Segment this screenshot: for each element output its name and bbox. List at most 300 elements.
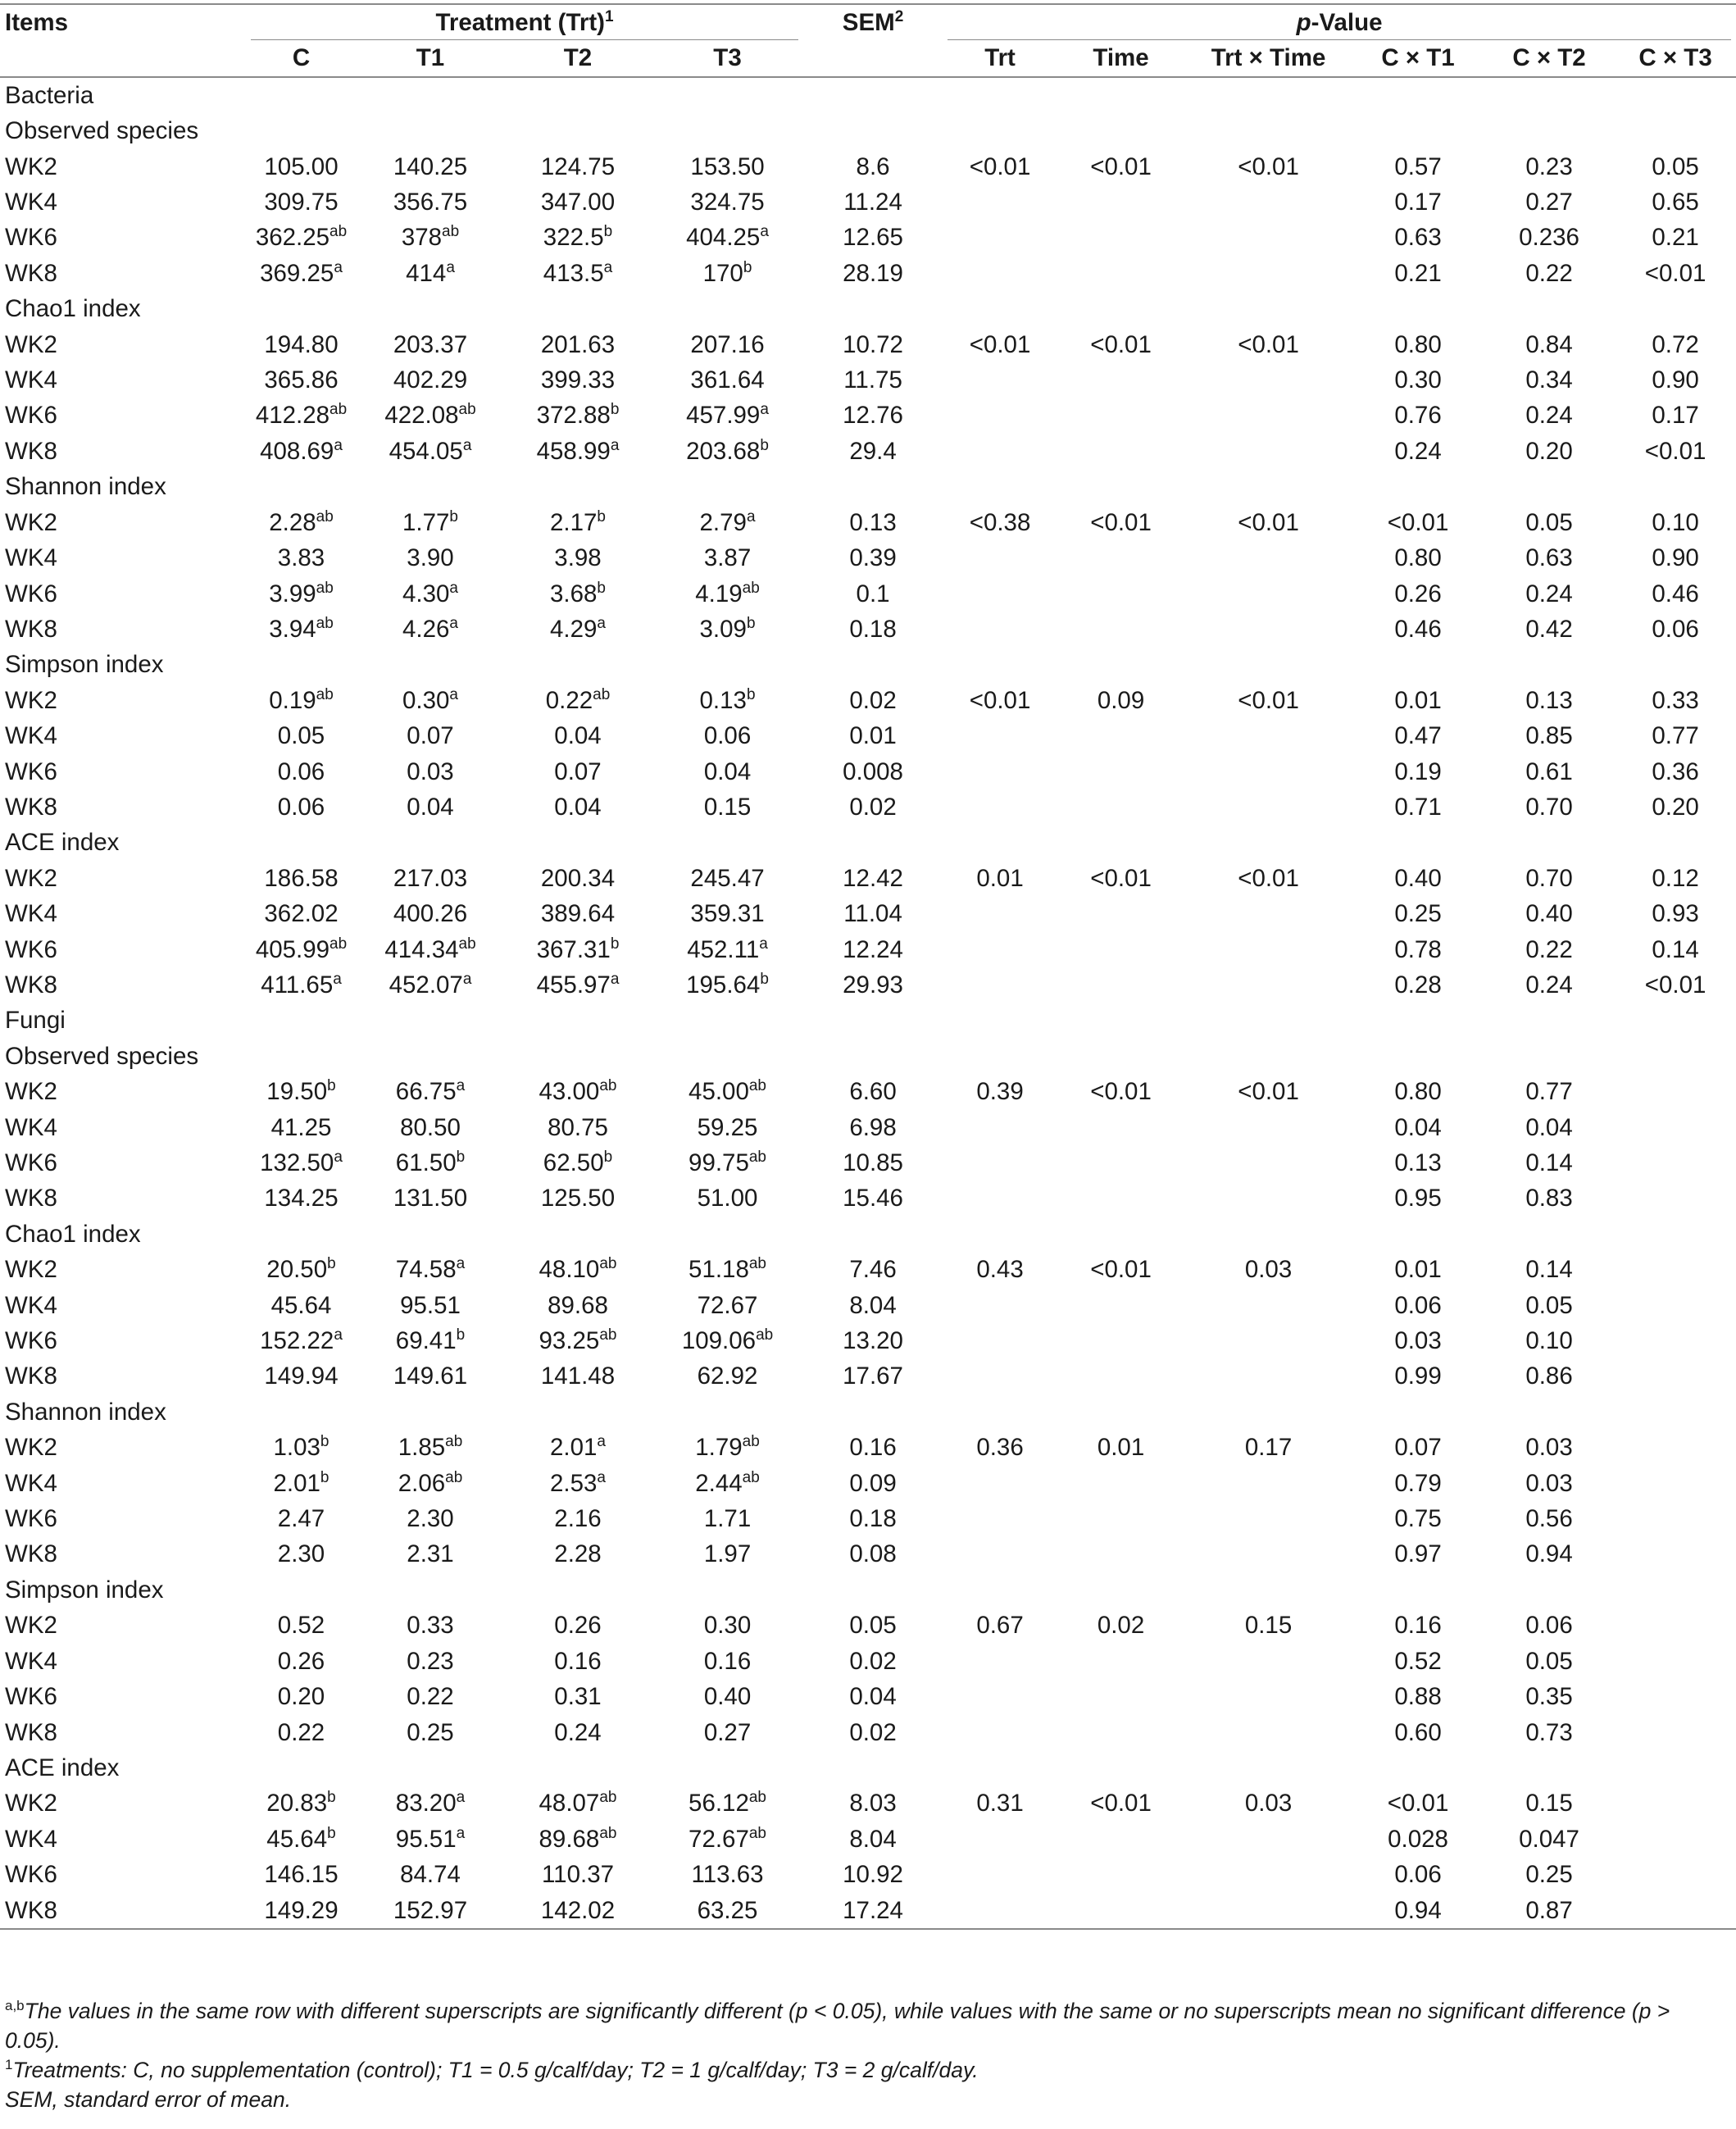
- treatment-value-cell: 400.26: [393, 900, 468, 928]
- treatment-value-cell: 203.37: [393, 330, 468, 358]
- treatment-value-cell: 0.31: [554, 1683, 602, 1711]
- treatment-value-cell: 0.27: [703, 1718, 752, 1746]
- treatment-value-cell: 149.94: [264, 1362, 339, 1390]
- treatment-value-cell: 207.16: [690, 330, 765, 358]
- pvalue-cell: 0.99: [1394, 1362, 1442, 1390]
- pvalue-cell: 0.90: [1652, 544, 1699, 572]
- sem-value-cell: 17.67: [843, 1362, 903, 1390]
- table-row: [0, 1536, 1736, 1572]
- pvalue-cell: <0.01: [1238, 686, 1299, 714]
- treatment-value-cell: 413.5$^a$: [543, 258, 613, 287]
- sem-value-cell: 6.60: [849, 1078, 897, 1106]
- pvalue-cell: 0.22: [1525, 259, 1573, 287]
- table-row: [0, 220, 1736, 255]
- pvalue-cell: 0.46: [1394, 615, 1442, 643]
- table-row: [0, 1786, 1736, 1821]
- table-row: [0, 612, 1736, 647]
- pvalue-cell: [1615, 1644, 1736, 1679]
- pvalue-cell: 0.10: [1525, 1327, 1573, 1355]
- group-label: ACE index: [5, 1754, 120, 1781]
- treatment-value-cell: 66.75$^a$: [395, 1077, 466, 1106]
- pvalue-cell: [943, 754, 1057, 789]
- table-row: [0, 1110, 1736, 1145]
- pvalue-cell: <0.01: [1644, 437, 1706, 465]
- pvalue-cell: [1184, 1644, 1352, 1679]
- treatment-value-cell: 362.25$^{ab}$: [255, 223, 348, 252]
- pvalue-cell: 0.16: [1394, 1612, 1442, 1640]
- treatment-value-cell: 152.97: [357, 1893, 504, 1929]
- pvalue-cell: 0.95: [1394, 1185, 1442, 1212]
- pvalue-cell: [1615, 1857, 1736, 1892]
- sem-value-cell: 0.39: [849, 544, 897, 572]
- week-label: WK4: [5, 189, 57, 216]
- week-label: WK4: [5, 722, 57, 750]
- treatment-value-cell: 3.09$^b$: [699, 614, 756, 643]
- sem-value-cell: 17.24: [803, 1893, 943, 1929]
- pvalue-cell: [1184, 1288, 1352, 1323]
- sem-value-cell: 15.46: [843, 1185, 903, 1212]
- treatment-value-cell: 2.79$^a$: [699, 507, 756, 536]
- treatment-value-cell: 414$^a$: [406, 258, 455, 287]
- pvalue-cell: 0.63: [1525, 544, 1573, 572]
- pvalue-cell: [1184, 789, 1352, 825]
- table-row: [0, 327, 1736, 362]
- pvalue-cell: 0.97: [1394, 1540, 1442, 1568]
- pvalue-cell: 0.78: [1394, 935, 1442, 963]
- section-label: Bacteria: [5, 81, 94, 109]
- treatment-value-cell: 0.07: [407, 722, 454, 750]
- col-header-c-x-t1: C × T1: [1381, 44, 1455, 72]
- pvalue-cell: 0.67: [976, 1612, 1024, 1640]
- table-row: [0, 1822, 1736, 1857]
- pvalue-cell: 0.14: [1525, 1256, 1573, 1284]
- pvalue-cell: 0.22: [1525, 935, 1573, 963]
- pvalue-cell: 0.39: [976, 1078, 1024, 1106]
- table-row: [0, 1252, 1736, 1287]
- table-row: [0, 1644, 1736, 1679]
- treatment-value-cell: 89.68: [548, 1291, 608, 1319]
- pvalue-cell: [1057, 1358, 1184, 1394]
- week-label: WK2: [5, 1790, 57, 1817]
- pvalue-cell: [1615, 1893, 1736, 1929]
- pvalue-cell: <0.01: [1090, 1790, 1152, 1817]
- treatment-value-cell: 72.67$^{ab}$: [688, 1824, 766, 1853]
- pvalue-cell: [943, 1536, 1057, 1572]
- pvalue-cell: [943, 220, 1057, 255]
- pvalue-cell: 0.236: [1519, 224, 1579, 252]
- pvalue-cell: 0.63: [1394, 224, 1442, 252]
- treatment-value-cell: 80.75: [548, 1113, 608, 1141]
- group-label: Simpson index: [5, 651, 164, 679]
- pvalue-cell: 0.23: [1525, 152, 1573, 180]
- group-label: Shannon index: [5, 473, 166, 501]
- week-label: WK6: [5, 1861, 57, 1889]
- week-label: WK6: [5, 1505, 57, 1533]
- treatment-value-cell: 414.34$^{ab}$: [384, 935, 476, 963]
- treatment-value-cell: 80.50: [400, 1113, 461, 1141]
- pvalue-cell: [1057, 256, 1184, 291]
- table-row: [0, 1501, 1736, 1536]
- pvalue-cell: 0.047: [1519, 1825, 1579, 1853]
- sem-value-cell: 10.85: [843, 1149, 903, 1176]
- week-label: WK8: [5, 1362, 57, 1390]
- week-label: WK2: [5, 1256, 57, 1284]
- table-row: [0, 754, 1736, 789]
- pvalue-cell: 0.05: [1525, 1291, 1573, 1319]
- pvalue-cell: <0.01: [1238, 864, 1299, 892]
- group-row: [0, 1572, 1736, 1608]
- treatment-value-cell: 62.92: [697, 1362, 758, 1390]
- pvalue-cell: <0.01: [969, 330, 1031, 358]
- col-header-t3: T3: [713, 44, 742, 72]
- treatment-value-cell: 83.20$^a$: [395, 1789, 466, 1817]
- pvalue-cell: 0.27: [1525, 189, 1573, 216]
- pvalue-cell: [1057, 1145, 1184, 1181]
- treatment-value-cell: 0.06: [277, 793, 325, 821]
- pvalue-cell: 0.13: [1394, 1149, 1442, 1176]
- week-label: WK4: [5, 1291, 57, 1319]
- treatment-value-cell: 20.50$^b$: [266, 1255, 336, 1284]
- pvalue-cell: 0.13: [1525, 686, 1573, 714]
- pvalue-cell: [1184, 220, 1352, 255]
- table-row: [0, 1181, 1736, 1216]
- pvalue-cell: 0.56: [1525, 1505, 1573, 1533]
- pvalue-cell: [943, 540, 1057, 575]
- table-row: [0, 540, 1736, 575]
- pvalue-cell: [1615, 1181, 1736, 1216]
- treatment-value-cell: 20.83$^b$: [266, 1789, 336, 1817]
- week-label: WK8: [0, 1893, 246, 1929]
- pvalue-cell: [1615, 1466, 1736, 1501]
- sem-value-cell: 8.04: [849, 1825, 897, 1853]
- pvalue-cell: [1184, 1110, 1352, 1145]
- treatment-value-cell: 140.25: [393, 152, 468, 180]
- treatment-value-cell: 3.83: [277, 544, 325, 572]
- pvalue-cell: 0.20: [1525, 437, 1573, 465]
- pvalue-cell: 0.17: [1394, 189, 1442, 216]
- week-label: WK8: [5, 1540, 57, 1568]
- treatment-value-cell: 458.99$^a$: [536, 436, 620, 465]
- pvalue-cell: 0.40: [1525, 900, 1573, 928]
- pvalue-cell: [1057, 1110, 1184, 1145]
- treatment-value-cell: 0.26: [277, 1647, 325, 1675]
- sem-value-cell: 7.46: [849, 1256, 897, 1284]
- pvalue-cell: [1057, 1323, 1184, 1358]
- treatment-value-cell: 113.63: [691, 1861, 764, 1889]
- pvalue-cell: 0.36: [1652, 757, 1699, 785]
- pvalue-cell: [1184, 1679, 1352, 1714]
- treatment-value-cell: 2.47: [277, 1505, 325, 1533]
- sem-value-cell: 0.02: [849, 1718, 897, 1746]
- group-row: [0, 1039, 1736, 1074]
- treatment-value-cell: 217.03: [393, 864, 468, 892]
- pvalue-cell: [1057, 754, 1184, 789]
- week-label: WK8: [5, 437, 57, 465]
- pvalue-cell: <0.38: [969, 508, 1031, 536]
- pvalue-cell: [943, 362, 1057, 398]
- treatment-value-cell: 72.67: [697, 1291, 758, 1319]
- treatment-value-cell: 61.50$^b$: [395, 1149, 466, 1176]
- group-label: ACE index: [5, 829, 120, 857]
- group-row: [0, 113, 1736, 148]
- week-label: WK4: [5, 1113, 57, 1141]
- pvalue-cell: 0.03: [1525, 1469, 1573, 1497]
- pvalue-cell: 0.57: [1394, 152, 1442, 180]
- sem-value-cell: 6.98: [849, 1113, 897, 1141]
- treatment-value-cell: 2.44$^{ab}$: [695, 1468, 760, 1497]
- week-label: WK6: [5, 580, 57, 607]
- pvalue-cell: 0.79: [1394, 1469, 1442, 1497]
- treatment-value-cell: 372.88$^b$: [536, 401, 620, 430]
- pvalue-cell: [1057, 718, 1184, 753]
- pvalue-cell: [943, 1501, 1057, 1536]
- treatment-value-cell: 0.40: [703, 1683, 752, 1711]
- pvalue-cell: [1184, 184, 1352, 220]
- group-row: [0, 825, 1736, 860]
- treatment-value-cell: 194.80: [264, 330, 339, 358]
- pvalue-cell: [943, 1679, 1057, 1714]
- treatment-value-cell: 4.26$^a$: [402, 614, 458, 643]
- week-label: WK6: [5, 1683, 57, 1711]
- treatment-value-cell: 186.58: [264, 864, 339, 892]
- treatment-value-cell: 402.29: [393, 366, 468, 394]
- treatment-value-cell: 347.00: [540, 189, 616, 216]
- sem-value-cell: 0.08: [849, 1540, 897, 1568]
- pvalue-cell: [1184, 540, 1352, 575]
- table-row: [0, 1893, 1736, 1929]
- week-label: WK2: [5, 508, 57, 536]
- pvalue-cell: [1615, 1822, 1736, 1857]
- treatment-value-cell: 0.04: [554, 793, 602, 821]
- treatment-value-cell: 0.04: [407, 793, 454, 821]
- treatment-value-cell: 45.64: [270, 1291, 332, 1319]
- table-row: [0, 1430, 1736, 1465]
- treatment-value-cell: 2.53$^a$: [550, 1468, 606, 1497]
- treatment-value-cell: 51.18$^{ab}$: [688, 1255, 766, 1284]
- treatment-value-cell: 405.99$^{ab}$: [255, 935, 348, 963]
- header-row-top: [0, 4, 1736, 40]
- pvalue-cell: [943, 1893, 1057, 1929]
- pvalue-cell: [1615, 1252, 1736, 1287]
- pvalue-cell: <0.01: [1238, 508, 1299, 536]
- table-row: [0, 505, 1736, 540]
- pvalue-cell: 0.84: [1525, 330, 1573, 358]
- treatment-value-cell: 0.13$^b$: [699, 685, 756, 714]
- treatment-value-cell: 0.20: [277, 1683, 325, 1711]
- pvalue-cell: 0.06: [1652, 615, 1699, 643]
- sem-value-cell: 8.6: [856, 152, 890, 180]
- treatment-value-cell: 152.22$^a$: [260, 1326, 343, 1355]
- table-row: [0, 362, 1736, 398]
- pvalue-cell: [1615, 1110, 1736, 1145]
- pvalue-cell: [1057, 362, 1184, 398]
- pvalue-cell: 0.28: [1394, 971, 1442, 999]
- table-row: [0, 1608, 1736, 1643]
- col-header-c-x-t2: C × T2: [1512, 44, 1586, 72]
- pvalue-cell: 0.85: [1525, 722, 1573, 750]
- pvalue-cell: <0.01: [1238, 330, 1299, 358]
- pvalue-cell: [1057, 1501, 1184, 1536]
- treatment-value-cell: 125.50: [540, 1185, 616, 1212]
- table-body: [0, 77, 1736, 1929]
- pvalue-cell: <0.01: [1387, 508, 1449, 536]
- pvalue-cell: 0.15: [1525, 1790, 1573, 1817]
- pvalue-cell: 0.43: [976, 1256, 1024, 1284]
- sem-value-cell: 0.02: [849, 686, 897, 714]
- group-label: Simpson index: [5, 1576, 164, 1604]
- treatment-value-cell: 0.19$^{ab}$: [269, 685, 334, 714]
- col-header-c-x-t3: C × T3: [1638, 44, 1712, 72]
- week-label: WK6: [5, 1149, 57, 1176]
- pvalue-cell: <0.01: [1644, 971, 1706, 999]
- pvalue-cell: [1184, 612, 1352, 647]
- pvalue-cell: 0.25: [1394, 900, 1442, 928]
- treatment-value-cell: 412.28$^{ab}$: [255, 401, 348, 430]
- treatment-value-cell: 63.25: [652, 1893, 803, 1929]
- sem-value-cell: 12.76: [843, 402, 903, 430]
- pvalue-cell: [1057, 1644, 1184, 1679]
- pvalue-cell: [1615, 1786, 1736, 1821]
- sem-value-cell: 0.04: [849, 1683, 897, 1711]
- pvalue-cell: [1057, 1822, 1184, 1857]
- pvalue-cell: [943, 576, 1057, 612]
- week-label: WK8: [5, 793, 57, 821]
- week-label: WK4: [5, 366, 57, 394]
- pvalue-cell: 0.36: [976, 1434, 1024, 1462]
- treatment-value-cell: 89.68$^{ab}$: [539, 1824, 617, 1853]
- table-row: [0, 434, 1736, 469]
- pvalue-cell: 0.14: [1525, 1149, 1573, 1176]
- week-label: WK8: [5, 971, 57, 999]
- pvalue-cell: 0.40: [1394, 864, 1442, 892]
- pvalue-cell: 0.77: [1525, 1078, 1573, 1106]
- treatment-value-cell: 411.65$^a$: [261, 970, 342, 999]
- pvalue-cell: 0.06: [1394, 1861, 1442, 1889]
- week-label: WK6: [5, 757, 57, 785]
- table-row: [0, 1679, 1736, 1714]
- pvalue-cell: 0.86: [1525, 1362, 1573, 1390]
- group-label: Observed species: [5, 117, 199, 145]
- pvalue-cell: 0.09: [1097, 686, 1145, 714]
- footnote-sem: SEM, standard error of mean.: [5, 2087, 292, 2112]
- pvalue-cell: [1057, 1536, 1184, 1572]
- table-row: [0, 1857, 1736, 1892]
- sem-value-cell: 10.92: [843, 1861, 903, 1889]
- treatment-value-cell: 170$^b$: [702, 258, 752, 287]
- treatment-value-cell: 2.30: [407, 1505, 454, 1533]
- treatment-value-cell: 1.79$^{ab}$: [695, 1433, 760, 1462]
- treatment-value-cell: 45.64$^b$: [266, 1824, 336, 1853]
- sem-value-cell: 11.04: [843, 900, 902, 928]
- treatment-value-cell: 356.75: [393, 189, 468, 216]
- pvalue-cell: [1615, 1288, 1736, 1323]
- table-row: [0, 683, 1736, 718]
- pvalue-cell: [943, 896, 1057, 931]
- col-header-time: Time: [1093, 44, 1149, 72]
- treatment-value-cell: 69.41$^b$: [395, 1326, 466, 1355]
- pvalue-cell: [1057, 220, 1184, 255]
- pvalue-cell: [1615, 1536, 1736, 1572]
- pvalue-cell: [1184, 1358, 1352, 1394]
- sem-value-cell: 0.16: [849, 1434, 897, 1462]
- pvalue-cell: 0.83: [1525, 1185, 1573, 1212]
- pvalue-cell: [1184, 362, 1352, 398]
- sem-value-cell: 11.75: [843, 366, 902, 394]
- pvalue-cell: [1057, 612, 1184, 647]
- pvalue-cell: 0.12: [1652, 864, 1699, 892]
- pvalue-cell: [1184, 1181, 1352, 1216]
- sem-value-cell: 28.19: [843, 259, 903, 287]
- week-label: WK4: [5, 544, 57, 572]
- pvalue-cell: [943, 1715, 1057, 1750]
- pvalue-cell: 0.04: [1525, 1113, 1573, 1141]
- treatment-value-cell: $378^{ab}$: [401, 223, 460, 252]
- pvalue-cell: <0.01: [1090, 330, 1152, 358]
- treatment-value-cell: 0.22: [277, 1718, 325, 1746]
- section-row: [0, 77, 1736, 113]
- treatment-group-header: Treatment (Trt)$^1$: [246, 4, 803, 40]
- pvalue-cell: [1615, 1501, 1736, 1536]
- pvalue-cell: 0.24: [1525, 971, 1573, 999]
- treatment-value-cell: 422.08$^{ab}$: [384, 401, 476, 430]
- pvalue-cell: <0.01: [969, 152, 1031, 180]
- pvalue-cell: [1184, 1715, 1352, 1750]
- pvalue-cell: [1057, 1679, 1184, 1714]
- pvalue-cell: 0.35: [1525, 1683, 1573, 1711]
- group-label: Chao1 index: [5, 1220, 141, 1248]
- treatment-value-cell: 452.07$^a$: [389, 970, 472, 999]
- treatment-value-cell: 74.58$^a$: [395, 1255, 466, 1284]
- pvalue-cell: 0.73: [1525, 1718, 1573, 1746]
- sem-value-cell: 11.24: [843, 189, 902, 216]
- pvalue-cell: [1057, 1893, 1184, 1929]
- week-label: WK4: [5, 1647, 57, 1675]
- pvalue-cell: [1184, 1857, 1352, 1892]
- sem-value-cell: 12.24: [843, 935, 903, 963]
- pvalue-cell: 0.03: [1525, 1434, 1573, 1462]
- treatment-value-cell: 369.25$^a$: [260, 258, 343, 287]
- treatment-value-cell: 0.05: [277, 722, 325, 750]
- pvalue-cell: 0.30: [1394, 366, 1442, 394]
- pvalue-cell: [1184, 1501, 1352, 1536]
- pvalue-cell: 0.42: [1525, 615, 1573, 643]
- week-label: WK2: [5, 152, 57, 180]
- treatment-value-cell: 93.25$^{ab}$: [539, 1326, 617, 1355]
- col-header-trt: Trt: [984, 44, 1016, 72]
- pvalue-cell: <0.01: [1090, 508, 1152, 536]
- treatment-value-cell: 3.99$^{ab}$: [269, 579, 334, 607]
- treatment-value-cell: 200.34: [540, 864, 616, 892]
- treatment-value-cell: 84.74: [400, 1861, 461, 1889]
- table-row: [0, 967, 1736, 1003]
- pvalue-cell: 0.21: [1394, 259, 1442, 287]
- pvalue-cell: [1184, 398, 1352, 433]
- treatment-value-cell: 99.75$^{ab}$: [688, 1149, 766, 1176]
- table-row: [0, 1715, 1736, 1750]
- pvalue-cell: 0.03: [1394, 1327, 1442, 1355]
- treatment-value-cell: 141.48: [540, 1362, 616, 1390]
- treatment-value-cell: 4.29$^a$: [550, 614, 606, 643]
- pvalue-cell: <0.01: [1387, 1790, 1449, 1817]
- sem-value-cell: 12.42: [843, 864, 903, 892]
- week-label: WK2: [5, 1612, 57, 1640]
- treatment-value-cell: 45.00$^{ab}$: [688, 1077, 766, 1106]
- week-label: WK8: [5, 1185, 57, 1212]
- pvalue-cell: 0.05: [1525, 508, 1573, 536]
- pvalue-cell: 0.01: [1097, 1434, 1145, 1462]
- sem-value-cell: 0.18: [849, 615, 897, 643]
- pvalue-cell: 0.47: [1394, 722, 1442, 750]
